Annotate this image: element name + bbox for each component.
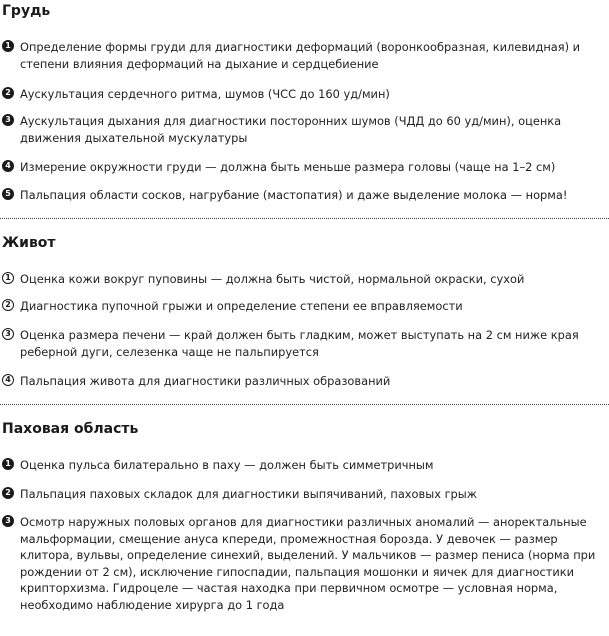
item-text: Оценка размера печени — край должен быть гладким, может выступать на 2 см ниже края реберной дуги, селезенка чаще не пальпируется xyxy=(20,328,579,359)
item-text: Пальпация живота для диагностики различных образований xyxy=(20,374,391,388)
number-marker: 2 xyxy=(2,487,14,499)
number-marker: 5 xyxy=(2,188,14,200)
item-text: Определение формы груди для диагностики деформаций (воронкообразная, килевидная) и степени влияния деформаций на дыхание и сердцебиение xyxy=(20,40,581,71)
number-marker: 3 xyxy=(2,328,14,340)
item-text: Пальпация паховых складок для диагностики выпячиваний, паховых грыж xyxy=(20,487,478,501)
number-marker: 3 xyxy=(2,114,14,126)
item-text: Аускультация сердечного ритма, шумов (ЧСС до 160 уд/мин) xyxy=(20,87,390,101)
item-text: Измерение окружности груди — должна быть меньше размера головы (чаще на 1–2 см) xyxy=(20,160,556,174)
number-marker: 1 xyxy=(2,272,14,284)
section-title: Паховая область xyxy=(2,421,139,437)
item-text: Диагностика пупочной грыжи и определение степени ее вправляемости xyxy=(20,299,463,313)
number-marker: 3 xyxy=(2,515,14,527)
section-title: Грудь xyxy=(2,3,51,19)
number-marker: 2 xyxy=(2,299,14,311)
item-text: Аускультация дыхания для диагностики посторонних шумов (ЧДД до 60 уд/мин), оценка движения дыхательной мускулатуры xyxy=(20,114,562,145)
number-marker: 4 xyxy=(2,160,14,172)
number-marker: 2 xyxy=(2,87,14,99)
section-divider xyxy=(0,218,609,219)
number-marker: 1 xyxy=(2,40,14,52)
item-text: Оценка пульса билатерально в паху — должен быть симметричным xyxy=(20,458,434,472)
item-text: Осмотр наружных половых органов для диагностики различных аномалий — аноректальные мальформации, смещение ануса кпереди, промежностная борозда. У девочек — размер клитора, вульвы, определение синехий, выделений. У мальчиков — размер пениса (норма при рождении от 2 см), исключение гипоспадии, пальпация мошонки и яичек для диагностики крипторхизма. Гидроцеле — частая находка при первичном осмотре — условная норма, необходимо наблюдение хирурга до 1 года xyxy=(20,515,596,612)
number-marker: 1 xyxy=(2,458,14,470)
item-text: Пальпация области сосков, нагрубание (мастопатия) и даже выделение молока — норма! xyxy=(20,188,568,202)
item-text: Оценка кожи вокруг пуповины — должна быть чистой, нормальной окраски, сухой xyxy=(20,272,525,286)
section-title: Живот xyxy=(2,235,56,251)
number-marker: 4 xyxy=(2,374,14,386)
section-divider xyxy=(0,404,609,405)
